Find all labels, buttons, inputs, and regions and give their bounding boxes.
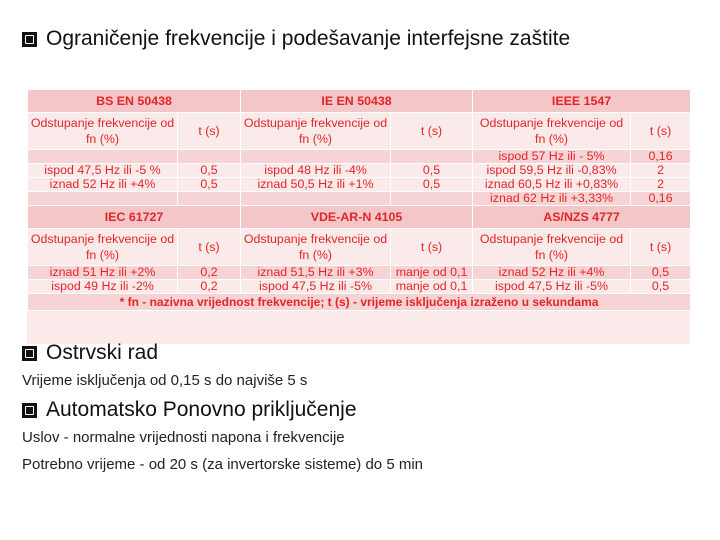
table-cell: ispod 48 Hz ili -4% <box>241 164 391 178</box>
standard-name: IEEE 1547 <box>473 90 691 113</box>
table-row <box>28 266 691 280</box>
column-header-time: t (s) <box>631 229 691 266</box>
table-cell <box>28 192 178 206</box>
table-cell: 2 <box>631 164 691 178</box>
table-cell: manje od 0,1 <box>391 280 473 294</box>
section-heading-text: Automatsko Ponovno priključenje <box>46 398 357 421</box>
checkbox-bullet-icon <box>22 346 37 361</box>
table-cell: ispod 59,5 Hz ili -0,83% <box>473 164 631 178</box>
standards-header-row <box>28 90 691 113</box>
section-body-line: Potrebno vrijeme - od 20 s (za invertorske sisteme) do 5 min <box>22 456 423 473</box>
table-row <box>28 150 691 164</box>
table-cell: 0,5 <box>178 164 241 178</box>
table-footnote-row <box>28 294 691 311</box>
standard-name: BS EN 50438 <box>28 90 241 113</box>
table-cell: ispod 47,5 Hz ili -5% <box>473 280 631 294</box>
column-header-row <box>28 229 691 266</box>
table-cell: iznad 52 Hz ili +4% <box>473 266 631 280</box>
table-cell: ispod 49 Hz ili -2% <box>28 280 178 294</box>
section-heading-text: Ostrvski rad <box>46 341 159 364</box>
table-cell: iznad 60,5 Hz ili +0,83% <box>473 178 631 192</box>
table-cell <box>28 150 178 164</box>
table-cell: 0,5 <box>631 280 691 294</box>
frequency-table <box>27 89 691 311</box>
column-header-deviation: Odstupanje frekvencije od fn (%) <box>473 229 631 266</box>
section-heading-auto-reconnect <box>22 398 357 422</box>
table-row <box>28 164 691 178</box>
page-title <box>22 27 570 51</box>
column-header-time: t (s) <box>631 113 691 150</box>
table-cell: ispod 47,5 Hz ili -5 % <box>28 164 178 178</box>
standards-header-row <box>28 206 691 229</box>
standard-name: VDE-AR-N 4105 <box>241 206 473 229</box>
column-header-time: t (s) <box>178 229 241 266</box>
standard-name: AS/NZS 4777 <box>473 206 691 229</box>
table-cell: 0,5 <box>391 178 473 192</box>
column-header-time: t (s) <box>391 229 473 266</box>
standard-name: IE EN 50438 <box>241 90 473 113</box>
column-header-deviation: Odstupanje frekvencije od fn (%) <box>241 229 391 266</box>
page-title-text: Ograničenje frekvencije i podešavanje interfejsne zaštite <box>46 27 571 50</box>
frequency-limits-table <box>27 89 690 344</box>
table-cell: 2 <box>631 178 691 192</box>
section-body-line: Uslov - normalne vrijednosti napona i frekvencije <box>22 429 345 446</box>
table-row <box>28 178 691 192</box>
standard-name: IEC 61727 <box>28 206 241 229</box>
table-cell: ispod 57 Hz ili - 5% <box>473 150 631 164</box>
table-row <box>28 280 691 294</box>
checkbox-bullet-icon <box>22 403 37 418</box>
column-header-row <box>28 113 691 150</box>
table-cell <box>241 150 391 164</box>
table-cell <box>241 192 391 206</box>
table-cell: 0,16 <box>631 192 691 206</box>
table-cell <box>178 150 241 164</box>
table-cell <box>391 150 473 164</box>
table-cell: 0,2 <box>178 280 241 294</box>
section-heading-island-mode <box>22 341 158 365</box>
table-footnote: * fn - nazivna vrijednost frekvencije; t (s) - vrijeme isključenja izraženo u sekundama <box>28 294 691 311</box>
column-header-time: t (s) <box>391 113 473 150</box>
table-cell: 0,2 <box>178 266 241 280</box>
section-body-line: Vrijeme isključenja od 0,15 s do najviše 5 s <box>22 372 308 389</box>
column-header-deviation: Odstupanje frekvencije od fn (%) <box>28 229 178 266</box>
table-cell: 0,5 <box>631 266 691 280</box>
column-header-time: t (s) <box>178 113 241 150</box>
table-cell: iznad 51,5 Hz ili +3% <box>241 266 391 280</box>
column-header-deviation: Odstupanje frekvencije od fn (%) <box>473 113 631 150</box>
table-cell: iznad 52 Hz ili +4% <box>28 178 178 192</box>
table-cell: iznad 62 Hz ili +3,33% <box>473 192 631 206</box>
table-cell: manje od 0,1 <box>391 266 473 280</box>
table-cell: 0,5 <box>178 178 241 192</box>
column-header-deviation: Odstupanje frekvencije od fn (%) <box>241 113 391 150</box>
table-cell <box>391 192 473 206</box>
table-cell: iznad 51 Hz ili +2% <box>28 266 178 280</box>
checkbox-bullet-icon <box>22 32 37 47</box>
table-cell: iznad 50,5 Hz ili +1% <box>241 178 391 192</box>
column-header-deviation: Odstupanje frekvencije od fn (%) <box>28 113 178 150</box>
table-cell <box>178 192 241 206</box>
table-cell: ispod 47,5 Hz ili -5% <box>241 280 391 294</box>
table-row <box>28 192 691 206</box>
table-cell: 0,16 <box>631 150 691 164</box>
table-cell: 0,5 <box>391 164 473 178</box>
